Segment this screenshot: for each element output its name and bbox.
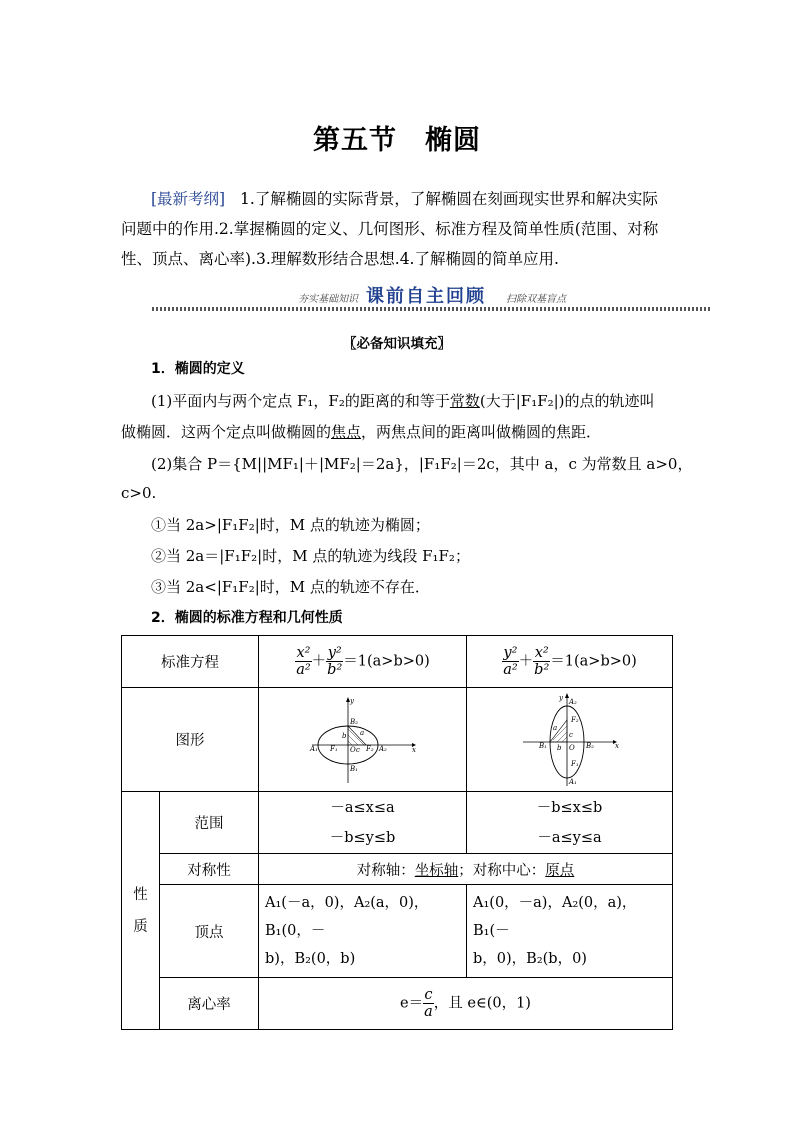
fig-horizontal [259, 688, 467, 792]
case-1: ①当 2a>|F₁F₂|时，M 点的轨迹为椭圆； [151, 516, 430, 534]
svg-text:A₂: A₂ [568, 697, 577, 706]
p1-a: (1)平面内与两个定点 F₁，F₂的距离的和等于 [151, 392, 450, 410]
row-vertex [122, 885, 673, 978]
svg-text:F₂: F₂ [570, 715, 579, 724]
svg-text:O: O [568, 743, 575, 752]
vertical-ellipse-figure [515, 692, 625, 788]
p1-constant: 常数 [449, 392, 480, 410]
band-right: 扫除双基盲点 [506, 294, 566, 305]
range-label: 范围 [160, 792, 259, 854]
band-rule [152, 307, 712, 311]
eq-horizontal: $\frac{\text{x²}}{\text{a²}}$ ＋ $\frac{\text{y²}}{\text{b²}}$ ＝1(a>b>0) [259, 636, 467, 688]
case-3: ③当 2a<|F₁F₂|时，M 点的轨迹不存在． [151, 578, 430, 596]
svg-text:B₁: B₁ [349, 764, 358, 773]
svg-text:F₁: F₁ [329, 744, 338, 753]
svg-text:B₂: B₂ [349, 717, 358, 726]
band-title: 课前自主回顾 [366, 286, 486, 307]
property-table [121, 635, 673, 1030]
fig-label: 图形 [122, 688, 259, 792]
definition-p2-line2: c>0. [121, 484, 157, 502]
band-left: 夯实基础知识 [298, 294, 358, 305]
ecc-value: e＝ $\frac{c}{a}$ ，且 e∈(0，1) [259, 978, 673, 1030]
svg-text:y: y [349, 696, 354, 705]
svg-text:A₁: A₁ [309, 744, 318, 753]
case-2: ②当 2a＝|F₁F₂|时，M 点的轨迹为线段 F₁F₂； [151, 547, 470, 565]
eq-label: 标准方程 [122, 636, 259, 688]
svg-text:F₁: F₁ [570, 759, 579, 768]
svg-text:c: c [355, 745, 360, 754]
outline-line1: 1.了解椭圆的实际背景，了解椭圆在刻画现实世界和解决实际 [240, 190, 658, 208]
sym-value: 对称轴：坐标轴；对称中心：原点 [259, 854, 673, 885]
svg-text:y: y [558, 693, 563, 702]
svg-text:b: b [556, 743, 561, 752]
definition-p2-line1: (2)集合 P＝{M||MF₁|＋|MF₂|＝2a}，|F₁F₂|＝2c，其中 a，c 为常数且 a>0， [151, 455, 693, 473]
svg-text:a: a [552, 723, 557, 732]
svg-text:A₁: A₁ [568, 777, 577, 786]
p1-c: 做椭圆．这两个定点叫做椭圆的 [121, 423, 332, 441]
p1-focus: 焦点 [331, 423, 362, 441]
row-range [122, 792, 673, 854]
outline [121, 184, 681, 274]
outline-tag: [最新考纲] [151, 190, 226, 208]
definition-heading: 1．椭圆的定义 [151, 361, 245, 377]
ecc-label: 离心率 [160, 978, 259, 1030]
svg-text:x: x [614, 741, 619, 750]
p1-b: (大于|F₁F₂|)的点的轨迹叫 [479, 392, 655, 410]
vertex-label: 顶点 [160, 885, 259, 978]
svg-text:B₁: B₁ [538, 741, 547, 750]
svg-text:c: c [568, 730, 573, 739]
prop-label: 性 质 [122, 792, 160, 1030]
svg-text:x: x [411, 745, 416, 754]
outline-line3: 性、顶点、离心率).3.理解数形结合思想.4.了解椭圆的简单应用. [121, 250, 559, 268]
eq-vertical: $\frac{\text{y²}}{\text{a²}}$ ＋ $\frac{\text{x²}}{\text{b²}}$ ＝1(a>b>0) [467, 636, 673, 688]
subheading: 〖必备知识填充〗 [343, 336, 451, 352]
horizontal-ellipse-figure [308, 695, 418, 785]
svg-text:O: O [349, 745, 356, 754]
row-eccentricity [122, 978, 673, 1030]
svg-text:B₂: B₂ [585, 741, 594, 750]
outline-line2: 问题中的作用.2.掌握椭圆的定义、几何图形、标准方程及简单性质(范围、对称 [121, 220, 659, 238]
range-vertical: －b≤x≤b －a≤y≤a [467, 792, 673, 854]
standard-heading: 2．椭圆的标准方程和几何性质 [151, 610, 343, 626]
svg-text:b: b [341, 731, 346, 740]
row-symmetry [122, 854, 673, 885]
section-band [152, 280, 712, 314]
svg-text:F₂: F₂ [365, 744, 374, 753]
page-title: 第五节 椭圆 [313, 125, 481, 156]
row-equation [122, 636, 673, 688]
definition-p1-line1 [151, 390, 655, 411]
row-figure [122, 688, 673, 792]
range-horizontal: －a≤x≤a －b≤y≤b [259, 792, 467, 854]
svg-text:a: a [359, 728, 364, 737]
vertex-horizontal: A₁(－a，0)，A₂(a，0)，B₁(0，－ b)，B₂(0，b) [259, 885, 467, 978]
fig-vertical [467, 688, 673, 792]
definition-p1-line2 [121, 421, 601, 442]
svg-text:A₂: A₂ [378, 744, 387, 753]
vertex-vertical: A₁(0，－a)，A₂(0，a)，B₁(－ b，0)，B₂(b，0) [467, 885, 673, 978]
sym-label: 对称性 [160, 854, 259, 885]
p1-d: ，两焦点间的距离叫做椭圆的焦距． [361, 423, 602, 441]
